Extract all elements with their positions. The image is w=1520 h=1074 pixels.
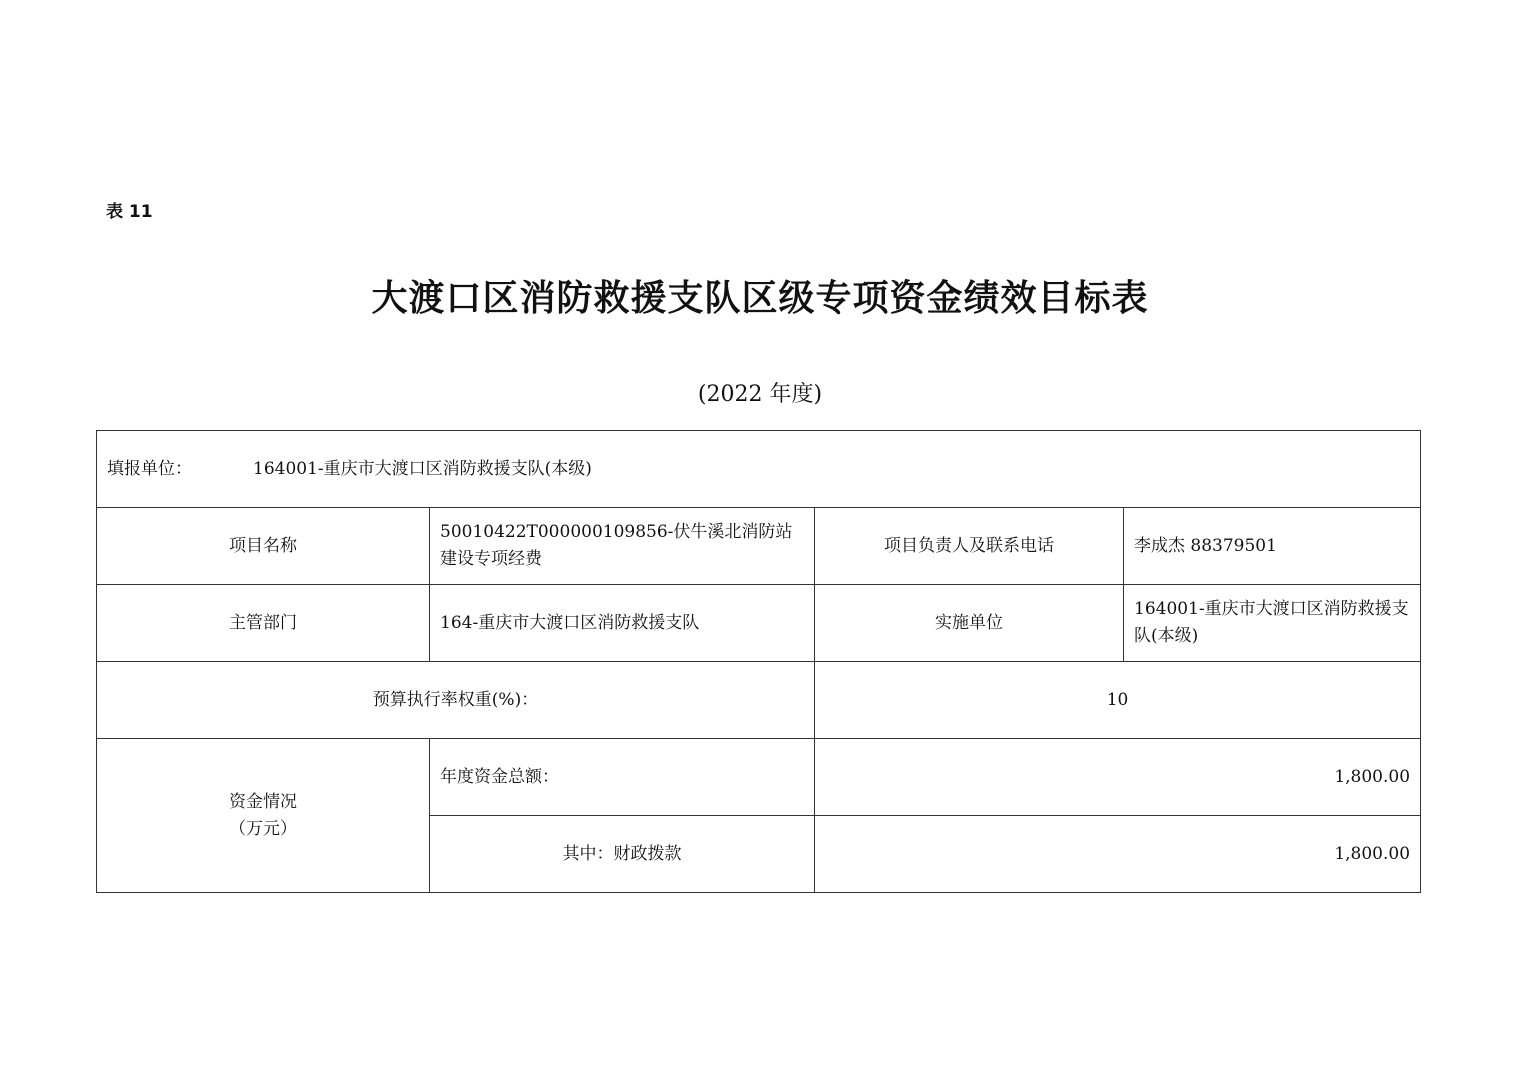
department-row [97,585,1421,662]
implementing-unit-value: 164001-重庆市大渡口区消防救援支队(本级) [1124,585,1421,662]
reporter-label: 填报单位： [107,458,192,479]
annual-total-value: 1,800.00 [815,739,1421,816]
project-row [97,508,1421,585]
reporter-cell [97,431,1421,508]
funds-label [97,739,430,893]
budget-weight-label: 预算执行率权重(%)： [97,662,815,739]
annual-total-label: 年度资金总额： [430,739,815,816]
department-value: 164-重庆市大渡口区消防救援支队 [430,585,815,662]
funds-label-line2: （万元） [229,818,297,839]
page-title: 大渡口区消防救援支队区级专项资金绩效目标表 [371,278,1149,319]
project-name-label: 项目名称 [97,508,430,585]
fiscal-label: 其中：财政拨款 [430,816,815,893]
budget-weight-row [97,662,1421,739]
project-owner-label: 项目负责人及联系电话 [815,508,1124,585]
project-owner-value: 李成杰 88379501 [1124,508,1421,585]
table-number: 表 11 [106,202,153,222]
fiscal-year: (2022 年度) [697,382,823,407]
annual-total-row [97,739,1421,816]
budget-weight-value: 10 [815,662,1421,739]
fiscal-value: 1,800.00 [815,816,1421,893]
reporter-row [97,431,1421,508]
funds-label-line1: 资金情况 [229,791,297,812]
performance-target-table [96,430,1421,893]
implementing-unit-label: 实施单位 [815,585,1124,662]
department-label: 主管部门 [97,585,430,662]
reporter-value: 164001-重庆市大渡口区消防救援支队(本级) [253,458,592,479]
project-name-value: 50010422T000000109856-伏牛溪北消防站建设专项经费 [430,508,815,585]
